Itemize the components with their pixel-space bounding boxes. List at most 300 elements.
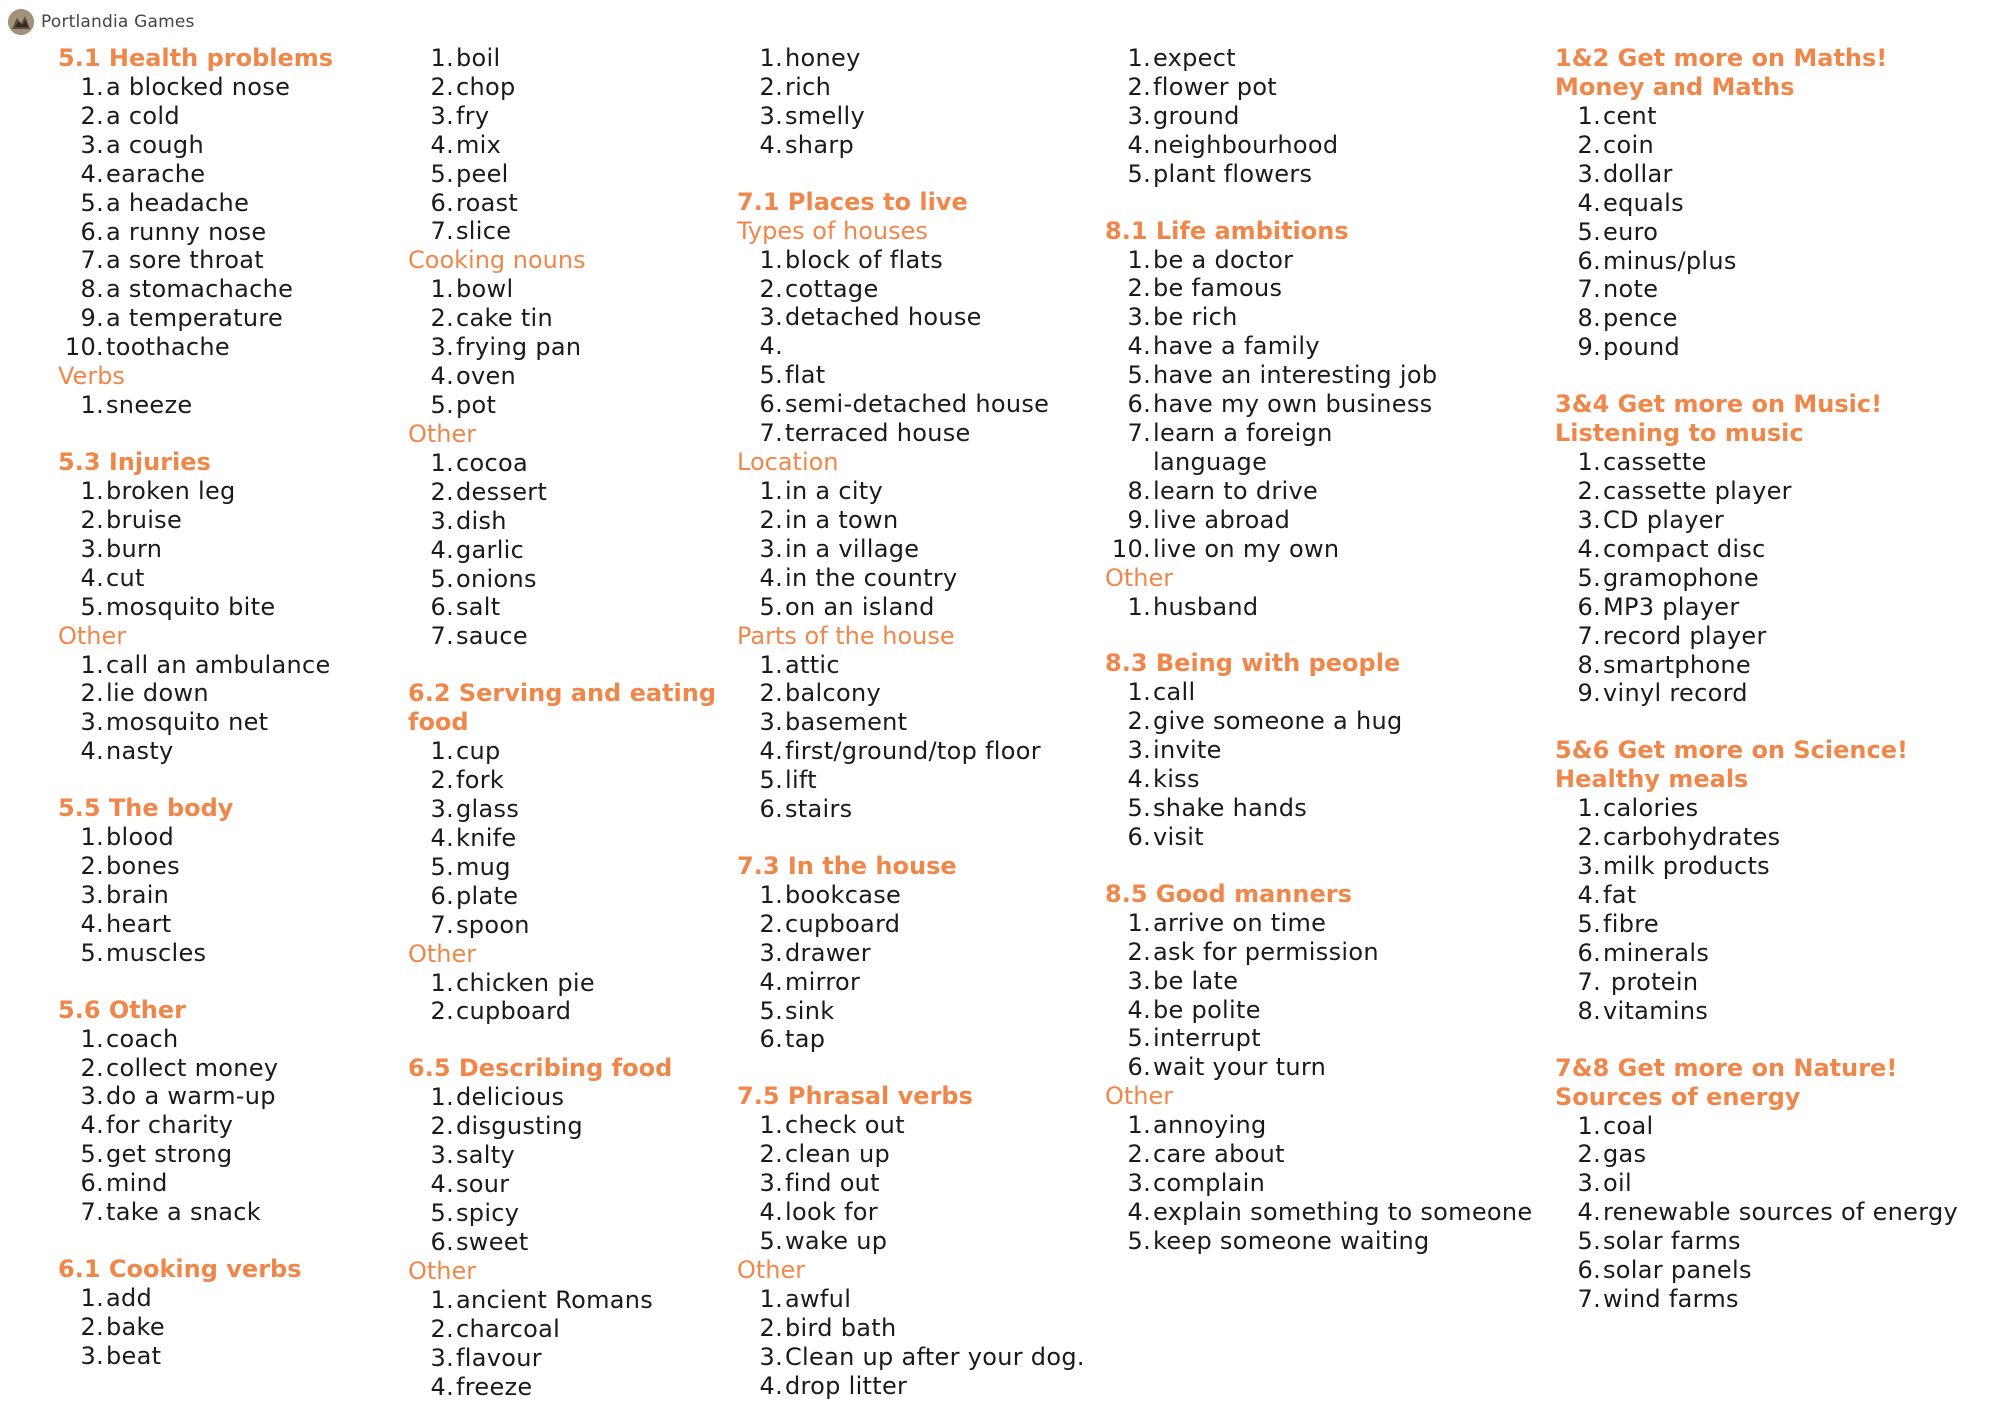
- item-text: pound: [1603, 333, 1681, 362]
- item-number: 4.: [1127, 765, 1151, 794]
- item-number: 4.: [759, 1371, 783, 1400]
- item-text: dish: [456, 506, 507, 535]
- item-number: 4.: [430, 130, 454, 159]
- item-number: 1.: [759, 476, 783, 505]
- item-text: in a city: [785, 476, 884, 505]
- word-list-item: [1105, 131, 1565, 160]
- item-number: 5.: [80, 1140, 104, 1169]
- item-number: 4.: [430, 362, 454, 391]
- vocab-section: [1105, 44, 1565, 189]
- item-number: 2.: [1127, 707, 1151, 736]
- item-text: glass: [456, 795, 520, 824]
- item-text: kiss: [1153, 765, 1200, 794]
- word-list-item: [408, 622, 728, 651]
- word-list-item: [58, 737, 388, 766]
- word-list-item: [58, 1198, 388, 1227]
- item-number: 5.: [1577, 217, 1601, 246]
- word-list-item: [1555, 939, 1995, 968]
- word-list-item: [737, 390, 1097, 419]
- item-text: pence: [1603, 304, 1678, 333]
- item-number: 1.: [430, 1285, 454, 1314]
- item-number: 1.: [759, 44, 783, 72]
- word-list-item: [408, 565, 728, 594]
- word-list-item: [1105, 73, 1565, 102]
- item-number: 4.: [430, 535, 454, 564]
- item-number: 2.: [759, 679, 783, 708]
- word-list: [408, 1083, 728, 1256]
- item-number: 7.: [430, 622, 454, 651]
- word-list-item: [1105, 1198, 1565, 1227]
- word-list-item: [1555, 189, 1995, 218]
- item-number: 6.: [80, 1169, 104, 1198]
- word-list-item: [408, 217, 728, 246]
- item-number: 4.: [1127, 332, 1151, 361]
- item-text: oven: [456, 362, 517, 391]
- item-text: sharp: [785, 130, 855, 159]
- word-list: [408, 737, 728, 939]
- item-number: 3.: [759, 101, 783, 130]
- word-list-item: [58, 881, 388, 910]
- item-number: 1.: [430, 448, 454, 477]
- item-text: onions: [456, 564, 537, 593]
- item-number: 1.: [80, 73, 104, 101]
- group-subheading: Parts of the house: [737, 621, 955, 650]
- section-title: 8.3 Being with people: [1105, 649, 1401, 678]
- item-number: 2.: [430, 997, 454, 1026]
- word-list-item: [408, 1344, 728, 1373]
- word-list-item: [1555, 823, 1995, 852]
- item-number: 6.: [1577, 938, 1601, 967]
- item-text: mosquito net: [106, 708, 269, 737]
- item-number: 5.: [759, 361, 783, 390]
- vocab-column-3: [737, 44, 1097, 1401]
- item-text: broken leg: [106, 476, 236, 505]
- word-list-item: [58, 593, 388, 622]
- word-list-item: [737, 131, 1097, 160]
- item-text: terraced house: [785, 419, 971, 448]
- item-number: 2.: [759, 72, 783, 101]
- item-number: 6.: [80, 217, 104, 246]
- item-text: for charity: [106, 1111, 234, 1140]
- item-text: interrupt: [1153, 1024, 1261, 1053]
- item-text: wind farms: [1603, 1285, 1739, 1313]
- section-title: 5.1 Health problems: [58, 44, 334, 72]
- item-text: vinyl record: [1603, 679, 1748, 708]
- item-text: live abroad: [1153, 505, 1291, 534]
- item-number: 5.: [1577, 909, 1601, 938]
- item-text: in the country: [785, 563, 958, 592]
- word-list-item: [1105, 44, 1565, 73]
- word-list: [408, 449, 728, 651]
- item-number: 6.: [430, 593, 454, 622]
- word-list: [58, 651, 388, 767]
- item-text: ask for permission: [1153, 937, 1379, 966]
- word-list-item: [58, 189, 388, 218]
- item-number: 4.: [1127, 995, 1151, 1024]
- item-number: 2.: [1127, 1140, 1151, 1169]
- item-number: 3.: [80, 1341, 104, 1370]
- word-list-item: [737, 332, 1097, 361]
- vocab-section: [737, 44, 1097, 160]
- word-list-item: [737, 275, 1097, 304]
- group-subheading: Location: [737, 447, 839, 476]
- word-list-item: [737, 708, 1097, 737]
- item-number: 5.: [1577, 563, 1601, 592]
- word-list-item: [737, 1111, 1097, 1140]
- item-number: 3.: [80, 534, 104, 563]
- item-text: salt: [456, 593, 501, 622]
- word-list-item: [1555, 1169, 1995, 1198]
- item-number: 1.: [430, 275, 454, 304]
- item-number: 5.: [759, 592, 783, 621]
- word-list-item: [1555, 160, 1995, 189]
- word-list-item: [1105, 1169, 1565, 1198]
- item-number: 9.: [1577, 333, 1601, 362]
- item-text: cake tin: [456, 304, 554, 333]
- word-list-item: [737, 44, 1097, 73]
- word-list-item: [1555, 910, 1995, 939]
- item-text: earache: [106, 159, 206, 188]
- word-list-item: [1555, 794, 1995, 823]
- word-list: [58, 1025, 388, 1227]
- word-list-item: [1105, 736, 1565, 765]
- section-title: 7&8 Get more on Nature!: [1555, 1053, 1898, 1082]
- vocab-column-1: [58, 44, 388, 1371]
- item-number: 1.: [1127, 908, 1151, 937]
- word-list: [737, 881, 1097, 1054]
- item-number: 4.: [430, 823, 454, 852]
- item-text: MP3 player: [1603, 592, 1740, 621]
- word-list-item: [1555, 506, 1995, 535]
- word-list-item: [1555, 997, 1995, 1026]
- item-text: smelly: [785, 101, 865, 130]
- item-number: 4.: [759, 1198, 783, 1227]
- word-list-item: [408, 1170, 728, 1199]
- word-list: [1105, 593, 1565, 622]
- item-number: 4.: [1127, 1198, 1151, 1226]
- word-list-item: [737, 997, 1097, 1026]
- section-title: 7.3 In the house: [737, 851, 957, 880]
- item-text: mind: [106, 1169, 168, 1198]
- item-number: 2.: [80, 679, 104, 708]
- item-text: have an interesting job: [1153, 361, 1438, 390]
- vocab-section: [58, 448, 388, 766]
- word-list-item: [737, 246, 1097, 275]
- word-list-item: [1555, 1140, 1995, 1169]
- item-number: 6.: [430, 188, 454, 217]
- vocab-column-4: [1105, 44, 1565, 1256]
- word-list: [1555, 1112, 1995, 1314]
- word-list-item: [1555, 622, 1995, 651]
- word-list: [737, 477, 1097, 622]
- item-number: 2.: [430, 304, 454, 333]
- item-number: 3.: [80, 1082, 104, 1111]
- group-subheading: Other: [1105, 1082, 1174, 1111]
- word-list-item: [408, 507, 728, 536]
- word-list-item: [1555, 852, 1995, 881]
- item-text: flat: [785, 361, 826, 390]
- item-number: 1.: [430, 737, 454, 766]
- item-text: heart: [106, 909, 172, 938]
- item-text: have a family: [1153, 332, 1320, 361]
- item-number: 3.: [1577, 159, 1601, 188]
- word-list-item: [408, 1141, 728, 1170]
- word-list-item: [1105, 823, 1565, 852]
- item-number: 4.: [1577, 534, 1601, 563]
- item-number: 5.: [1127, 159, 1151, 188]
- item-number: 2.: [80, 1053, 104, 1082]
- item-text: wake up: [785, 1227, 888, 1255]
- item-number: 3.: [1127, 736, 1151, 765]
- item-text: solar farms: [1603, 1227, 1741, 1256]
- item-text: expect: [1153, 44, 1236, 72]
- item-text: blood: [106, 823, 175, 852]
- item-text: have my own business: [1153, 390, 1433, 419]
- item-number: 6.: [1127, 1053, 1151, 1082]
- item-number: 8.: [1577, 996, 1601, 1025]
- word-list: [58, 1284, 388, 1371]
- item-number: 1.: [759, 1111, 783, 1140]
- item-text: cupboard: [785, 909, 901, 938]
- word-list-item: [1105, 303, 1565, 332]
- item-text: attic: [785, 650, 840, 679]
- item-number: 6.: [759, 390, 783, 419]
- item-text: [785, 332, 1097, 361]
- item-text: cottage: [785, 274, 879, 303]
- item-number: 2.: [1127, 937, 1151, 966]
- item-text: a headache: [106, 188, 250, 217]
- word-list-item: [1105, 938, 1565, 967]
- item-text: shake hands: [1153, 794, 1308, 823]
- item-text: disgusting: [456, 1112, 583, 1141]
- item-text: look for: [785, 1198, 878, 1227]
- word-list-item: [1105, 1053, 1565, 1082]
- item-text: bake: [106, 1312, 165, 1341]
- word-list: [1105, 678, 1565, 851]
- word-list-item: [1555, 651, 1995, 680]
- item-text: dollar: [1603, 159, 1673, 188]
- word-list-item: [1105, 448, 1565, 477]
- item-number: 2.: [430, 1112, 454, 1141]
- item-number: 5.: [430, 852, 454, 881]
- vocab-column-2: [408, 44, 728, 1401]
- word-list-item: [737, 1198, 1097, 1227]
- word-list: [1555, 448, 1995, 708]
- item-text: a stomachache: [106, 275, 294, 304]
- item-number: 1.: [80, 1284, 104, 1312]
- word-list-item: [408, 1199, 728, 1228]
- item-text: arrive on time: [1153, 908, 1327, 937]
- item-number: 3.: [80, 708, 104, 737]
- item-number: 4.: [1577, 881, 1601, 910]
- item-text: be polite: [1153, 995, 1261, 1024]
- word-list-item: [58, 651, 388, 680]
- item-text: chop: [456, 72, 516, 101]
- word-list-item: [737, 361, 1097, 390]
- word-list-item: [58, 391, 388, 420]
- word-list-item: [737, 968, 1097, 997]
- word-list-item: [737, 1314, 1097, 1343]
- word-list-item: [408, 882, 728, 911]
- item-text: fibre: [1603, 909, 1659, 938]
- word-list-item: [1105, 361, 1565, 390]
- item-number: 2.: [759, 274, 783, 303]
- word-list-item: [1105, 506, 1565, 535]
- word-list-item: [737, 535, 1097, 564]
- item-text: frying pan: [456, 333, 582, 362]
- item-text: cassette player: [1603, 477, 1792, 506]
- word-list-item: [737, 73, 1097, 102]
- word-list: [737, 44, 1097, 160]
- word-list-item: [58, 218, 388, 247]
- section-title: 1&2 Get more on Maths!: [1555, 44, 1888, 72]
- word-list-item: [408, 1228, 728, 1257]
- item-text: note: [1603, 275, 1659, 304]
- word-list-item: [408, 853, 728, 882]
- item-number: 3.: [1577, 852, 1601, 881]
- section-subtitle: Sources of energy: [1555, 1082, 1801, 1111]
- word-list-item: [58, 1054, 388, 1083]
- item-number: 7.: [759, 419, 783, 448]
- word-list-item: [737, 477, 1097, 506]
- word-list-item: [408, 824, 728, 853]
- item-number: 1.: [759, 880, 783, 909]
- item-text: CD player: [1603, 505, 1725, 534]
- vocab-section: [58, 44, 388, 420]
- word-list-item: [1555, 218, 1995, 247]
- item-number: 1.: [430, 1083, 454, 1112]
- word-list-item: [408, 969, 728, 998]
- item-number: 4.: [759, 967, 783, 996]
- item-text: annoying: [1153, 1111, 1267, 1140]
- item-text: call: [1153, 678, 1196, 707]
- word-list-item: [58, 939, 388, 968]
- item-number: 5.: [759, 1227, 783, 1255]
- item-number: 8.: [1577, 650, 1601, 679]
- item-text: balcony: [785, 679, 882, 708]
- item-text: spicy: [456, 1199, 520, 1227]
- item-number: 5.: [1127, 794, 1151, 823]
- item-number: 3.: [1577, 505, 1601, 534]
- vocab-section: [58, 1255, 388, 1371]
- item-number: 5.: [430, 159, 454, 188]
- item-text: mix: [456, 130, 502, 159]
- section-title: 8.5 Good manners: [1105, 879, 1352, 908]
- item-number: 1.: [80, 391, 104, 420]
- word-list-item: [408, 73, 728, 102]
- word-list-item: [1105, 1024, 1565, 1053]
- item-text: vitamins: [1603, 996, 1709, 1025]
- item-number: 1.: [1577, 1111, 1601, 1140]
- word-list-item: [1105, 1140, 1565, 1169]
- word-list-item: [1555, 1112, 1995, 1141]
- word-list: [408, 969, 728, 1027]
- word-list-item: [58, 160, 388, 189]
- word-list: [1105, 909, 1565, 1082]
- item-number: [1105, 448, 1153, 477]
- item-number: 2.: [1577, 130, 1601, 159]
- word-list-item: [408, 1315, 728, 1344]
- item-text: give someone a hug: [1153, 707, 1403, 736]
- word-list-item: [1555, 333, 1995, 362]
- item-text: spoon: [456, 910, 530, 939]
- item-text: roast: [456, 188, 519, 217]
- item-number: 2.: [1577, 1140, 1601, 1169]
- word-list-item: [1555, 1227, 1995, 1256]
- item-number: 10.: [64, 333, 104, 362]
- word-list-item: [1105, 794, 1565, 823]
- word-list-item: [58, 1313, 388, 1342]
- word-list-item: [1555, 1285, 1995, 1314]
- item-text: explain something to someone: [1153, 1198, 1533, 1226]
- item-number: 1.: [759, 1284, 783, 1313]
- group-subheading: Other: [737, 1255, 806, 1284]
- word-list-item: [1105, 593, 1565, 622]
- section-title: 6.5 Describing food: [408, 1054, 673, 1083]
- word-list-item: [1555, 679, 1995, 708]
- vocab-section: [58, 794, 388, 968]
- item-text: tap: [785, 1025, 826, 1054]
- item-number: 6.: [759, 1025, 783, 1054]
- item-text: minus/plus: [1603, 246, 1737, 275]
- item-text: a cold: [106, 101, 180, 130]
- word-list-item: [58, 1284, 388, 1313]
- word-list-item: [58, 852, 388, 881]
- word-list: [1555, 102, 1995, 362]
- item-number: 3.: [759, 1342, 783, 1371]
- word-list-item: [408, 160, 728, 189]
- item-text: coach: [106, 1024, 179, 1053]
- word-list-item: [408, 1373, 728, 1402]
- word-list-item: [58, 910, 388, 939]
- word-list-item: [1105, 765, 1565, 794]
- item-number: 4.: [1577, 1198, 1601, 1227]
- item-number: 1.: [1127, 245, 1151, 274]
- item-text: sauce: [456, 622, 528, 651]
- item-text: be famous: [1153, 274, 1283, 303]
- word-list-item: [58, 1025, 388, 1054]
- word-list-item: [1105, 160, 1565, 189]
- item-number: 5.: [430, 390, 454, 419]
- item-number: 3.: [759, 938, 783, 967]
- item-text: mug: [456, 852, 511, 881]
- item-text: in a town: [785, 505, 899, 534]
- item-text: sneeze: [106, 391, 193, 420]
- item-number: 2.: [1127, 72, 1151, 101]
- item-number: 9.: [1127, 505, 1151, 534]
- vocab-section: [408, 679, 728, 1026]
- item-text: slice: [456, 217, 512, 246]
- item-text: learn to drive: [1153, 476, 1319, 505]
- item-text: ancient Romans: [456, 1285, 654, 1314]
- word-list-item: [737, 939, 1097, 968]
- section-subtitle: Healthy meals: [1555, 765, 1749, 794]
- word-list: [1105, 246, 1565, 564]
- section-title: 7.1 Places to live: [737, 187, 968, 216]
- item-text: knife: [456, 823, 517, 852]
- item-text: flower pot: [1153, 72, 1278, 101]
- item-number: 7.: [430, 217, 454, 246]
- item-number: 1.: [1577, 794, 1601, 823]
- item-number: 1.: [80, 650, 104, 679]
- word-list-item: [737, 1140, 1097, 1169]
- item-number: 8.: [80, 275, 104, 304]
- item-number: 5.: [80, 938, 104, 967]
- word-list-item: [408, 1286, 728, 1315]
- vocab-section: [1105, 880, 1565, 1256]
- vocab-section: [58, 996, 388, 1227]
- item-text: nasty: [106, 737, 174, 766]
